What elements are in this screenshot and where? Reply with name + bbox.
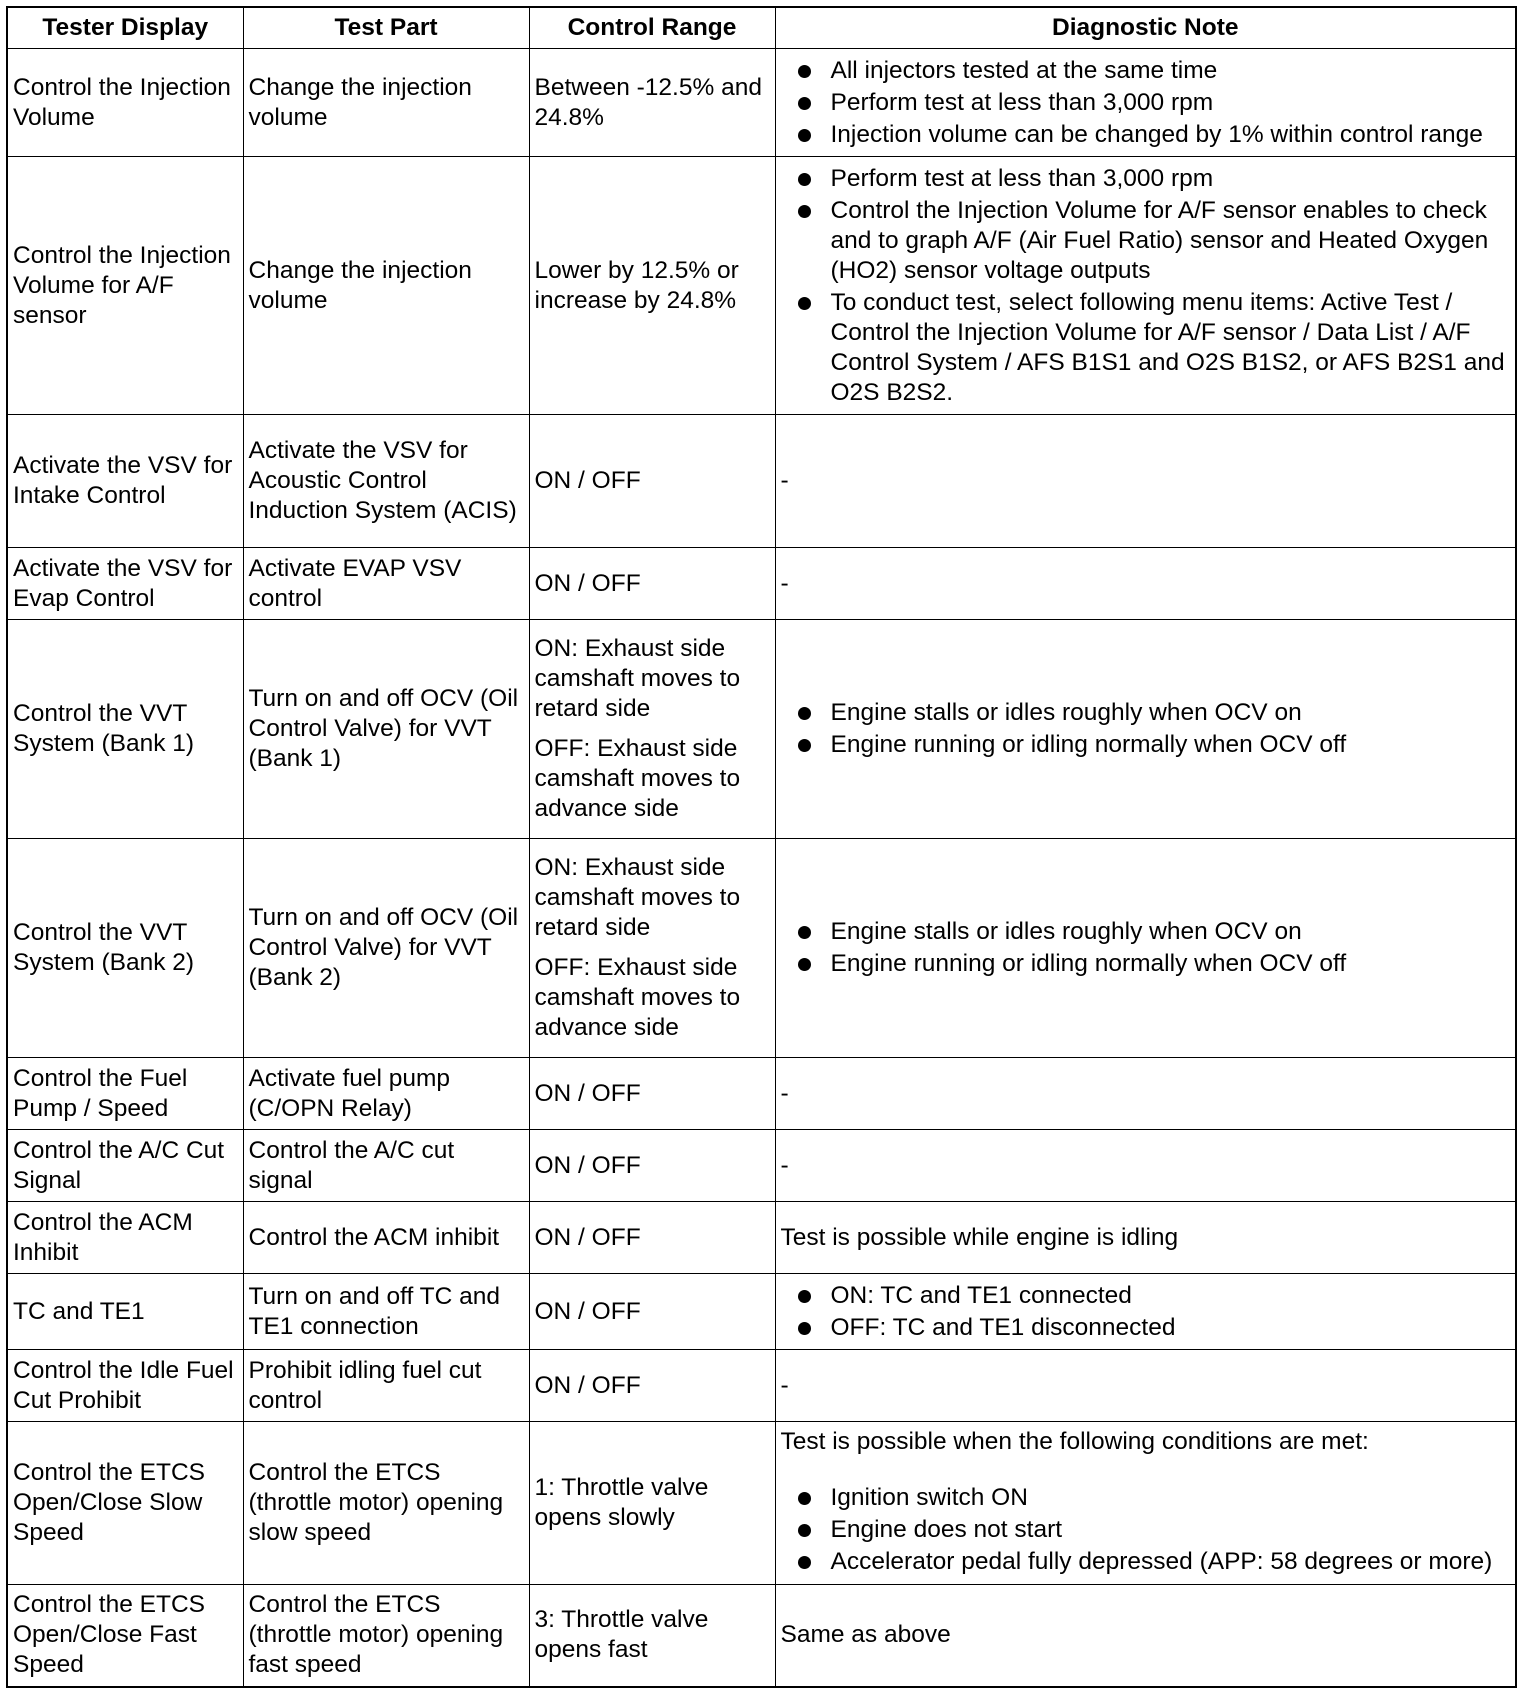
list-item: Ignition switch ON [781, 1483, 1511, 1513]
control-range-cell: ON / OFF [529, 1274, 775, 1350]
diagnostic-note-cell: Same as above [775, 1585, 1516, 1687]
note-list [781, 164, 1511, 408]
diagnostic-note-cell [775, 1422, 1516, 1585]
header-diagnostic-note: Diagnostic Note [775, 7, 1516, 49]
header-control-range: Control Range [529, 7, 775, 49]
table-row [7, 1202, 1516, 1274]
active-test-table [6, 6, 1517, 1688]
control-range-cell [529, 839, 775, 1058]
diagnostic-note-cell [775, 1274, 1516, 1350]
diagnostic-note-cell: - [775, 415, 1516, 548]
table-row [7, 1130, 1516, 1202]
test-part-cell: Turn on and off OCV (Oil Control Valve) for VVT (Bank 2) [243, 839, 529, 1058]
test-part-cell: Prohibit idling fuel cut control [243, 1350, 529, 1422]
list-item: To conduct test, select following menu items: Active Test / Control the Injection Volume for A/F sensor / Data List / A/F Control System / AFS B1S1 and O2S B1S2, or AFS B2S1 and O2S B2S2. [781, 288, 1511, 408]
test-part-cell: Activate EVAP VSV control [243, 548, 529, 620]
list-item: Engine does not start [781, 1515, 1511, 1545]
table-row [7, 1585, 1516, 1687]
tester-display-cell: Control the A/C Cut Signal [7, 1130, 243, 1202]
test-part-cell: Change the injection volume [243, 49, 529, 157]
note-list [781, 1483, 1511, 1577]
tester-display-cell: Activate the VSV for Evap Control [7, 548, 243, 620]
tester-display-cell: TC and TE1 [7, 1274, 243, 1350]
table-row [7, 1422, 1516, 1585]
list-item: Injection volume can be changed by 1% within control range [781, 120, 1511, 150]
range-on-text: ON: Exhaust side camshaft moves to retard side [534, 635, 741, 722]
list-item: OFF: TC and TE1 disconnected [781, 1313, 1511, 1343]
list-item: Engine running or idling normally when OCV off [781, 730, 1511, 760]
tester-display-cell: Control the Injection Volume [7, 49, 243, 157]
table-row [7, 620, 1516, 839]
table-row [7, 839, 1516, 1058]
diagnostic-note-cell [775, 839, 1516, 1058]
test-part-cell: Control the ETCS (throttle motor) opening fast speed [243, 1585, 529, 1687]
diagnostic-note-cell [775, 620, 1516, 839]
control-range-cell: Between -12.5% and 24.8% [529, 49, 775, 157]
tester-display-cell: Control the ETCS Open/Close Slow Speed [7, 1422, 243, 1585]
header-row [7, 7, 1516, 49]
header-tester-display: Tester Display [7, 7, 243, 49]
tester-display-cell: Control the ETCS Open/Close Fast Speed [7, 1585, 243, 1687]
diagnostic-note-cell: - [775, 1130, 1516, 1202]
list-item: All injectors tested at the same time [781, 56, 1511, 86]
table-row [7, 1058, 1516, 1130]
diagnostic-note-cell: - [775, 548, 1516, 620]
control-range-cell: ON / OFF [529, 1058, 775, 1130]
header-test-part: Test Part [243, 7, 529, 49]
range-off-text: OFF: Exhaust side camshaft moves to advance side [534, 735, 741, 822]
control-range-cell: ON / OFF [529, 415, 775, 548]
control-range-cell: ON / OFF [529, 1350, 775, 1422]
test-part-cell: Turn on and off TC and TE1 connection [243, 1274, 529, 1350]
list-item: Engine running or idling normally when OCV off [781, 949, 1511, 979]
note-intro: Test is possible when the following conditions are met: [780, 1428, 1369, 1455]
table-row [7, 548, 1516, 620]
table-row [7, 49, 1516, 157]
test-part-cell: Control the ETCS (throttle motor) opening slow speed [243, 1422, 529, 1585]
control-range-cell: Lower by 12.5% or increase by 24.8% [529, 157, 775, 415]
table-row [7, 1350, 1516, 1422]
test-part-cell: Turn on and off OCV (Oil Control Valve) for VVT (Bank 1) [243, 620, 529, 839]
diagnostic-note-cell: Test is possible while engine is idling [775, 1202, 1516, 1274]
diagnostic-note-cell [775, 49, 1516, 157]
note-list [781, 698, 1511, 760]
test-part-cell: Control the ACM inhibit [243, 1202, 529, 1274]
test-part-cell: Activate fuel pump (C/OPN Relay) [243, 1058, 529, 1130]
tester-display-cell: Control the VVT System (Bank 2) [7, 839, 243, 1058]
test-part-cell: Change the injection volume [243, 157, 529, 415]
list-item: Engine stalls or idles roughly when OCV on [781, 917, 1511, 947]
test-part-cell: Activate the VSV for Acoustic Control Induction System (ACIS) [243, 415, 529, 548]
range-off-text: OFF: Exhaust side camshaft moves to advance side [534, 954, 741, 1041]
test-part-cell: Control the A/C cut signal [243, 1130, 529, 1202]
control-range-cell: ON / OFF [529, 548, 775, 620]
tester-display-cell: Control the ACM Inhibit [7, 1202, 243, 1274]
note-list [781, 1281, 1511, 1343]
tester-display-cell: Control the VVT System (Bank 1) [7, 620, 243, 839]
tester-display-cell: Control the Idle Fuel Cut Prohibit [7, 1350, 243, 1422]
range-on-text: ON: Exhaust side camshaft moves to retard side [534, 854, 741, 941]
table-row [7, 157, 1516, 415]
diagnostic-note-cell: - [775, 1350, 1516, 1422]
diagnostic-note-cell [775, 157, 1516, 415]
list-item: Control the Injection Volume for A/F sensor enables to check and to graph A/F (Air Fuel Ratio) sensor and Heated Oxygen (HO2) sensor voltage outputs [781, 196, 1511, 286]
diagnostic-note-cell: - [775, 1058, 1516, 1130]
control-range-cell: ON / OFF [529, 1130, 775, 1202]
note-list [781, 917, 1511, 979]
list-item: Perform test at less than 3,000 rpm [781, 88, 1511, 118]
list-item: Engine stalls or idles roughly when OCV on [781, 698, 1511, 728]
control-range-cell: ON / OFF [529, 1202, 775, 1274]
list-item: ON: TC and TE1 connected [781, 1281, 1511, 1311]
tester-display-cell: Control the Fuel Pump / Speed [7, 1058, 243, 1130]
control-range-cell: 1: Throttle valve opens slowly [529, 1422, 775, 1585]
list-item: Accelerator pedal fully depressed (APP: 58 degrees or more) [781, 1547, 1511, 1577]
table-row [7, 1274, 1516, 1350]
table-row [7, 415, 1516, 548]
note-list [781, 56, 1511, 150]
control-range-cell: 3: Throttle valve opens fast [529, 1585, 775, 1687]
tester-display-cell: Activate the VSV for Intake Control [7, 415, 243, 548]
control-range-cell [529, 620, 775, 839]
tester-display-cell: Control the Injection Volume for A/F sensor [7, 157, 243, 415]
list-item: Perform test at less than 3,000 rpm [781, 164, 1511, 194]
